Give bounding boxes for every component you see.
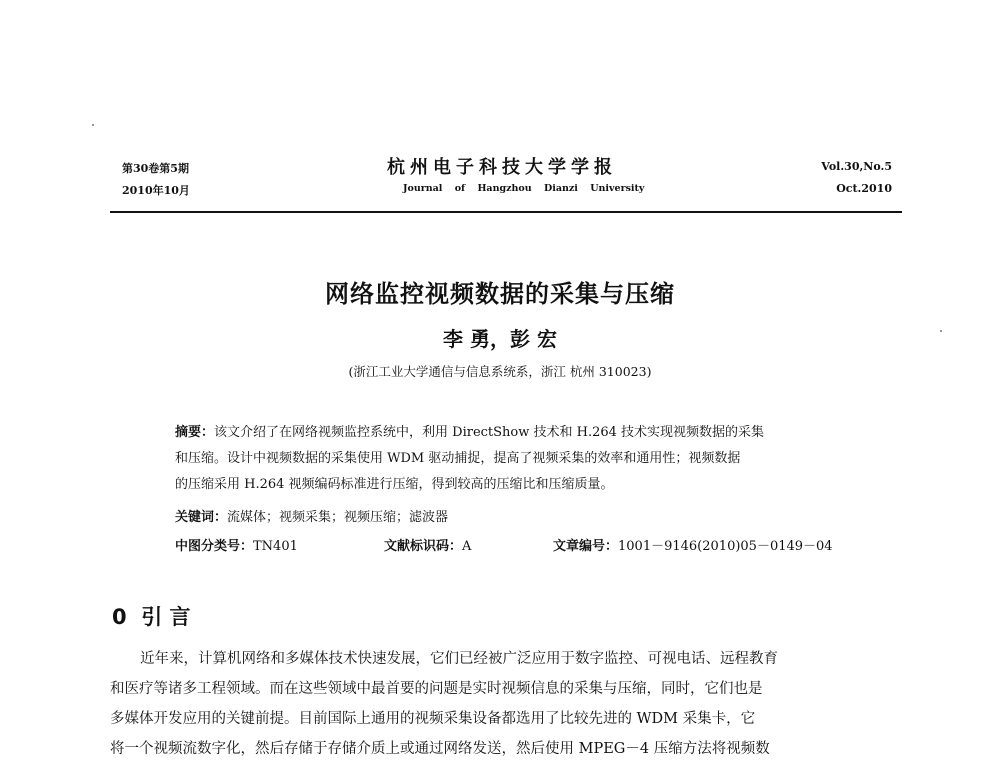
abstract-text: 该文介绍了在网络视频监控系统中，利用 DirectShow 技术和 H.264 技术实现视频数据的采集 xyxy=(214,425,765,440)
section-heading xyxy=(112,601,191,631)
journal-title-cn: 杭州电子科技大学学报 xyxy=(387,157,617,178)
article-number-value: 1001－9146(2010)05－0149－04 xyxy=(618,539,833,554)
article-number-label: 文章编号： xyxy=(553,539,619,554)
clc-label: 中图分类号： xyxy=(175,539,254,554)
article-title: 网络监控视频数据的采集与压缩 xyxy=(325,280,675,308)
journal-title-en: Journal of Hangzhou Dianzi University xyxy=(403,183,645,194)
body-line-2: 和医疗等诸多工程领域。而在这些领域中最首要的问题是实时视频信息的采集与压缩，同时，它们也是 xyxy=(110,681,763,697)
document-code xyxy=(384,535,471,554)
section-number: 0 xyxy=(112,605,127,629)
scan-speck xyxy=(92,124,94,126)
document-code-label: 文献标识码： xyxy=(384,539,463,554)
clc-value: TN401 xyxy=(253,539,298,554)
header-date-en: Oct.2010 xyxy=(836,182,892,195)
abstract-label: 摘要： xyxy=(175,425,215,440)
abstract-line-1 xyxy=(175,421,764,440)
clc-number xyxy=(175,535,298,554)
keywords-label: 关键词： xyxy=(175,510,228,525)
article-authors: 李 勇，彭 宏 xyxy=(443,327,557,351)
header-volume-en: Vol.30,No.5 xyxy=(821,160,892,173)
keywords-value: 流媒体；视频采集；视频压缩；滤波器 xyxy=(227,510,449,525)
body-line-4: 将一个视频流数字化，然后存储于存储介质上或通过网络发送，然后使用 MPEG－4 压缩方法将视频数 xyxy=(110,741,770,757)
document-code-value: A xyxy=(462,539,472,554)
header-volume-cn: 第30卷第5期 xyxy=(122,162,189,175)
article-affiliation: (浙江工业大学通信与信息系统系，浙江 杭州 310023) xyxy=(348,364,652,379)
header-date-cn: 2010年10月 xyxy=(122,184,190,197)
article-number xyxy=(553,535,833,554)
section-title: 引 言 xyxy=(141,605,191,629)
body-line-3: 多媒体开发应用的关键前提。目前国际上通用的视频采集设备都选用了比较先进的 WDM 采集卡，它 xyxy=(110,711,756,727)
abstract-line-2: 和压缩。设计中视频数据的采集使用 WDM 驱动捕捉，提高了视频采集的效率和通用性；视频数据 xyxy=(175,451,741,466)
body-line-1: 近年来，计算机网络和多媒体技术快速发展，它们已经被广泛应用于数字监控、可视电话、远程教育 xyxy=(140,651,778,667)
abstract-line-3: 的压缩采用 H.264 视频编码标准进行压缩，得到较高的压缩比和压缩质量。 xyxy=(175,477,614,492)
header-rule xyxy=(110,211,902,213)
keywords xyxy=(175,506,448,525)
